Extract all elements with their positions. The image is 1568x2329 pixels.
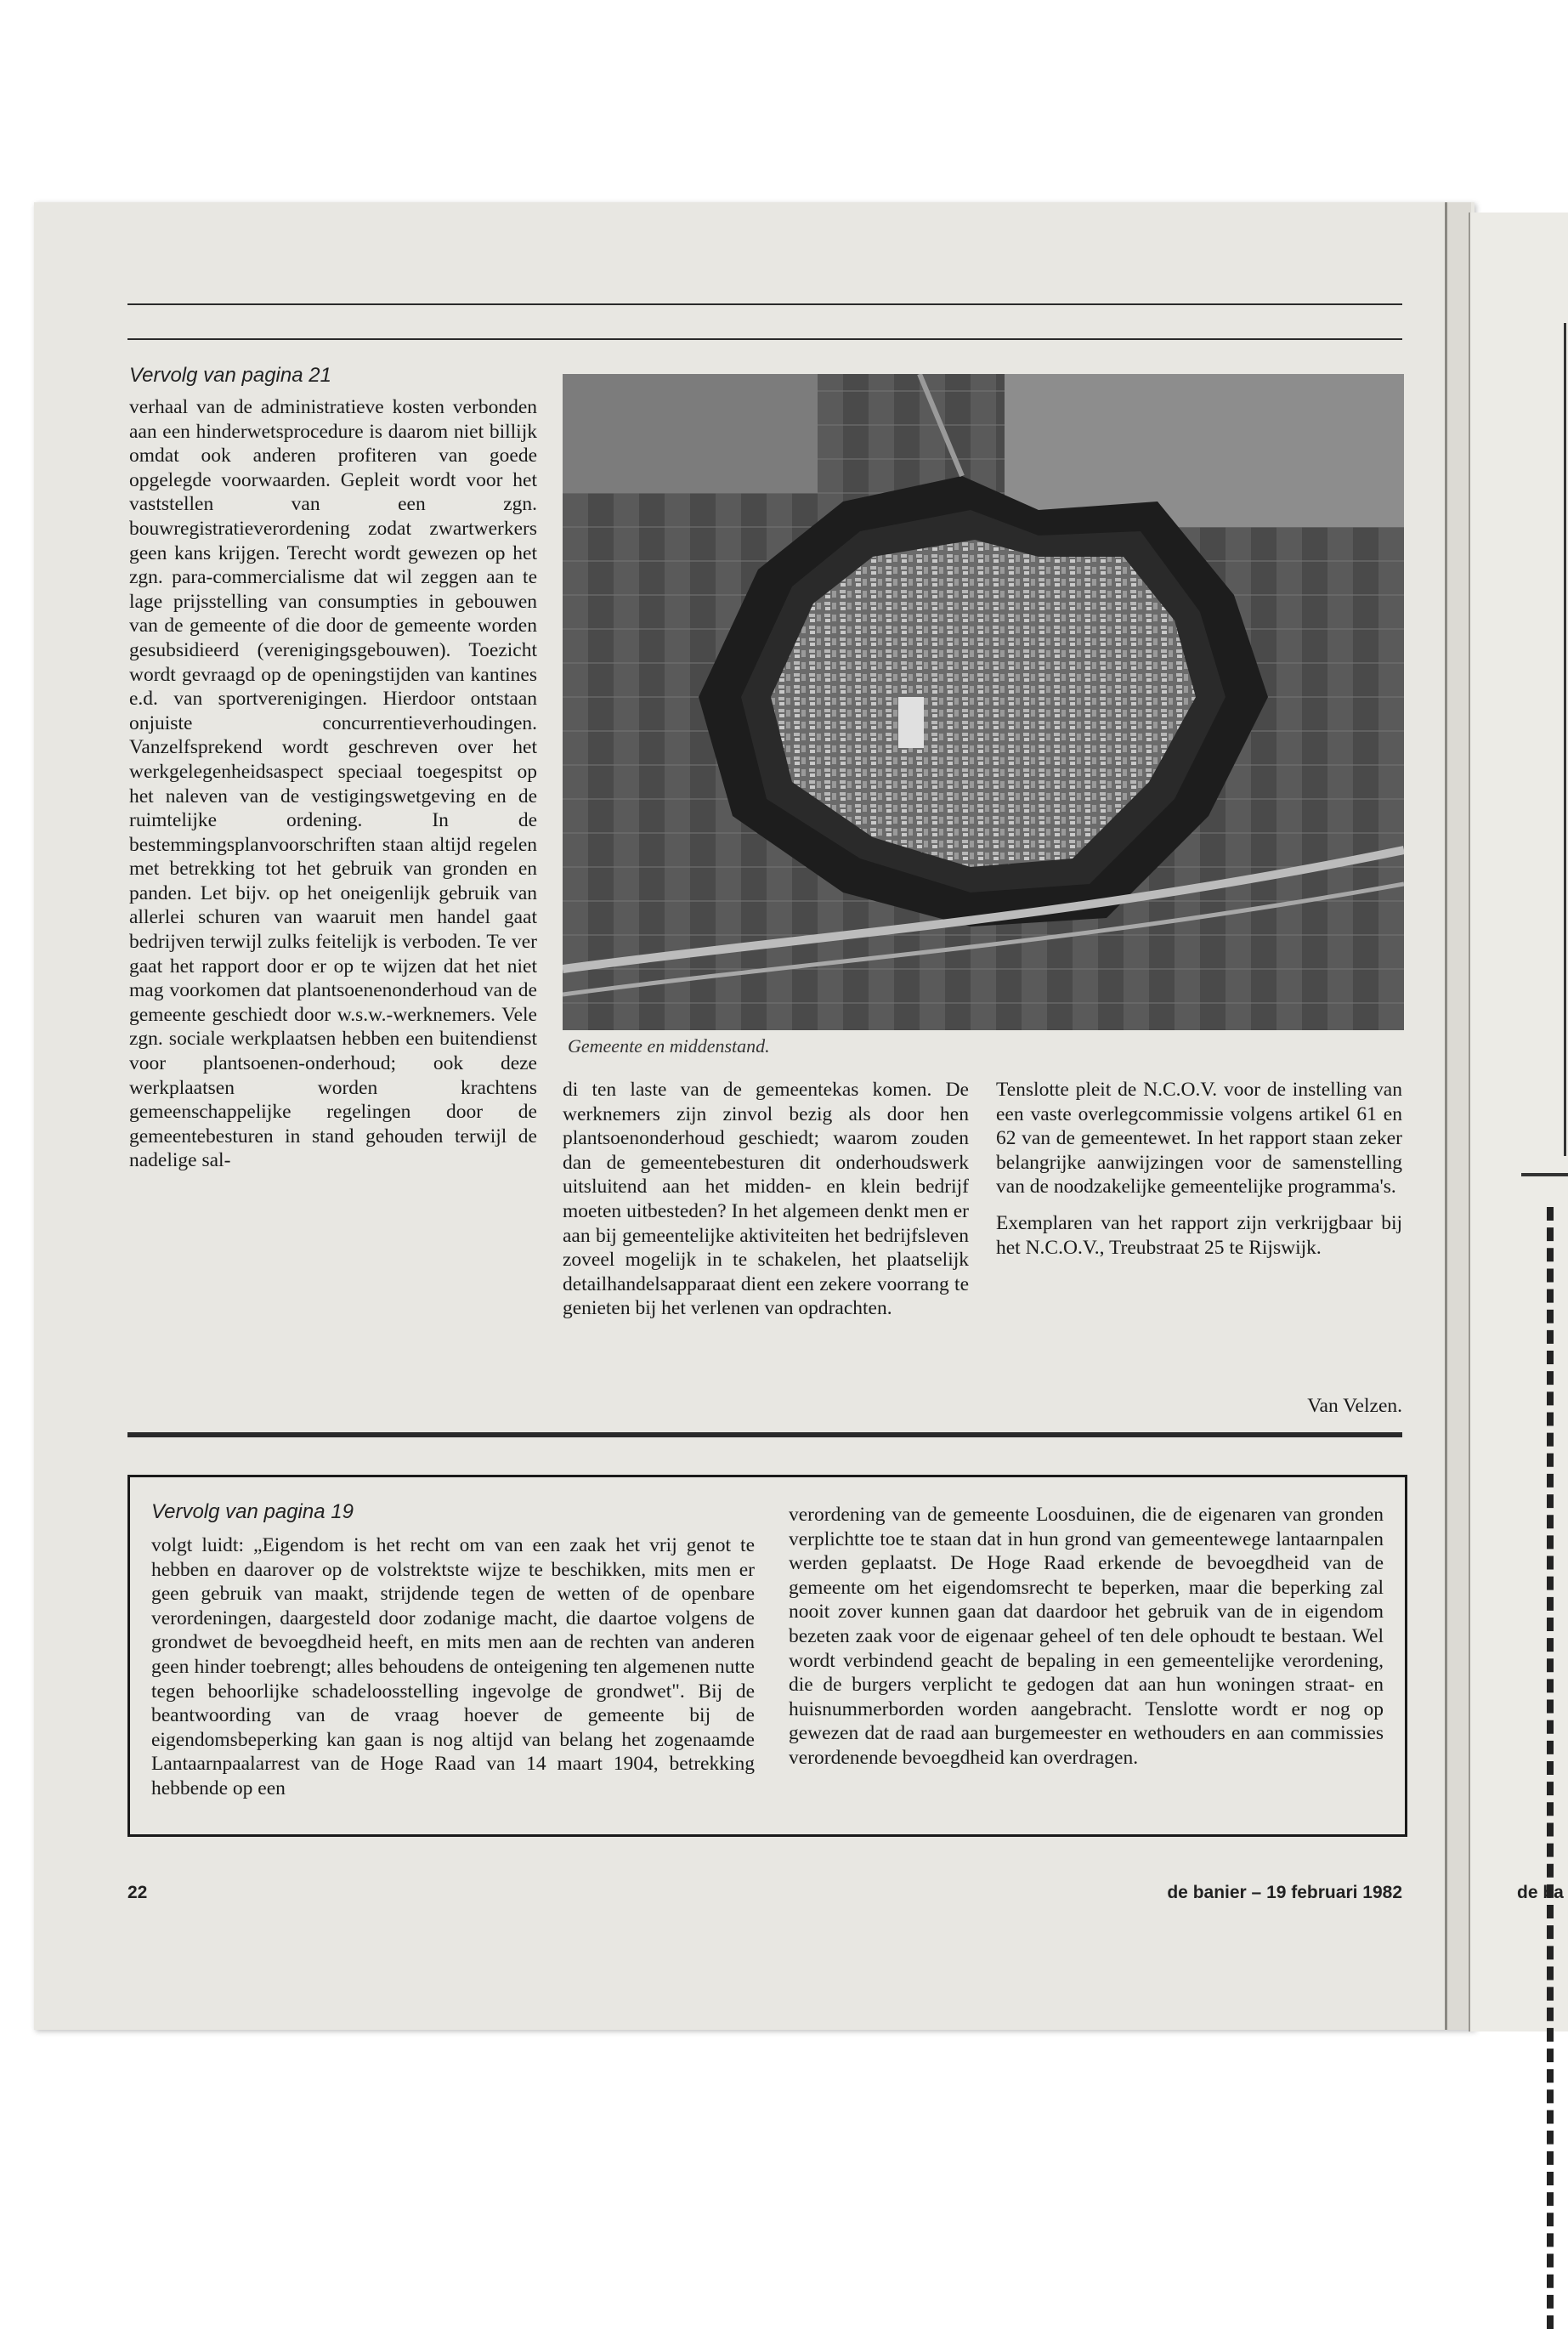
adjacent-page-dashed-frame (1547, 1207, 1568, 2329)
continuation-box (127, 1475, 1407, 1837)
article-column-1 (129, 395, 537, 1173)
box-right-text: verordening van de gemeente Loosduinen, die de eigenaren van gronden verplichtte toe te staan dat in hun grond van gemeentewege lantaarnpalen werden geplaatst. De Hoge Raad erkende de bevoegdheid van de gemeente om het eigendomsrecht te beperken, maar die beperking zal nooit zover kunnen gaan dat daardoor het gebruik van de in eigendom bezeten zaak voor de eigenaar geheel of ten dele ophoudt te bestaan. Wel wordt verbindend geacht de bepaling in een gemeentelijke verordening, die de burgers verplicht te gedogen dat aan hun woningen straat- en huisnummerborden worden aangebracht. Tenslotte wordt er nog op gewezen dat de raad aan burgemeester en wethouders en aan commissies verordenende bevoegdheid kan overdragen. (789, 1504, 1384, 1769)
author-signature: Van Velzen. (1307, 1395, 1402, 1417)
page-fold (1445, 202, 1471, 2030)
column-1-text: verhaal van de administratieve kosten verbonden aan een hinderwetsprocedure is daarom niet billijk omdat ook anderen profiteren van goede opgelegde voorwaarden. Gepleit wordt voor het vaststellen van een zgn. bouwregistratieverordening zodat zwartwerkers geen kans krijgen. Terecht wordt gewezen op het zgn. para-commercialisme dat wil zeggen aan te lage prijsstelling van consumpties in gebouwen van de gemeente of die door de gemeente worden gesubsidieerd (verenigingsgebouwen). Toezicht wordt gevraagd op de openingstijden van kantines e.d. van sportverenigingen. Hierdoor ontstaan onjuiste concurrentieverhoudingen. Vanzelfsprekend wordt geschreven over het werkgelegenheidsaspect speciaal toegespitst op het naleven van de vestigingswetgeving en de ruimtelijke ordening. In de bestemmingsplanvoorschriften staan altijd regelen met betrekking tot het gebruik van gronden en panden. Let bijv. op het oneigenlijk gebruik van allerlei schuren van waaruit men handel gaat bedrijven terwijl zulks feitelijk is verboden. Te ver gaat het rapport door er op te wijzen dat het niet mag voorkomen dat plantsoenenonderhoud van de gemeente geschiedt door w.s.w.-werknemers. Vele zgn. sociale werkplaatsen hebben een buitendienst voor plantsoenen-onderhoud; ook deze werkplaatsen worden krachtens gemeenschappelijke regelingen door de gemeentebesturen in stand gehouden terwijl de nadelige sal- (129, 396, 537, 1172)
column-3-text-a: Tenslotte pleit de N.C.O.V. voor de instelling van een vaste overlegcommissie volgens artikel 61 en 62 van de gemeentewet. In het rapport staan zeker belangrijke aanwijzingen voor de samenstelling van de noodzakelijke gemeentelijke programma's. (996, 1079, 1402, 1198)
box-kicker: Vervolg van pagina 19 (151, 1500, 354, 1523)
page-number: 22 (127, 1883, 148, 1902)
fortified-town-aerial-image (563, 374, 1404, 1030)
box-column-right (789, 1503, 1384, 1771)
box-left-text: volgt luidt: „Eigendom is het recht om van een zaak het vrij genot te hebben en daarover op de volstrektste wijze te beschikken, mits men er geen gebruik van maakt, strijdende tegen de wetten of de openbare verordeningen, daargesteld door zodanige macht, die daartoe volgens de grondwet de bevoegdheid heeft, en mits men aan de rechten van anderen geen hinder toebrengt; alles behoudens de onteigening ten algemenen nutte tegen behoorlijke schadeloosstelling ingevolge de grondwet". Bij de beantwoording van de vraag hoever de gemeente bij de eigendomsbeperking kan gaan is nog altijd van belang het zogenaamde Lantaarnpaalarrest van de Hoge Raad van 14 maart 1904, betrekking hebbende op een (151, 1534, 755, 1799)
adjacent-page-footer: de ba (1517, 1883, 1564, 1902)
adjacent-page-frame (1564, 323, 1566, 1156)
header-rule-2 (127, 338, 1402, 340)
box-column-left (151, 1533, 755, 1801)
photo-caption: Gemeente en middenstand. (568, 1035, 770, 1057)
article-column-3 (996, 1078, 1402, 1417)
continued-from-kicker: Vervolg van pagina 21 (129, 364, 331, 387)
adjacent-page-rule (1521, 1173, 1568, 1176)
aerial-photo (563, 374, 1404, 1030)
column-3-text-b: Exemplaren van het rapport zijn verkrijgbaar bij het N.C.O.V., Treubstraat 25 te Rijswijk. (996, 1211, 1402, 1259)
section-divider (127, 1432, 1402, 1437)
publication-line: de banier – 19 februari 1982 (1167, 1883, 1402, 1902)
article-column-2 (563, 1078, 969, 1321)
header-rule-1 (127, 303, 1402, 305)
column-2-text: di ten laste van de gemeentekas komen. De werknemers zijn zinvol bezig als door hen plantsoenonderhoud geschiedt; waarom zouden dan de gemeentebesturen dit onderhoudswerk uitsluitend aan het midden- en klein bedrijf moeten uitbesteden? In het algemeen denkt men er aan bij gemeentelijke aktiviteiten het bedrijfsleven zoveel mogelijk in te schakelen, het plaatselijk detailhandelsapparaat dient een zekere voorrang te genieten bij het verlenen van opdrachten. (563, 1079, 969, 1320)
